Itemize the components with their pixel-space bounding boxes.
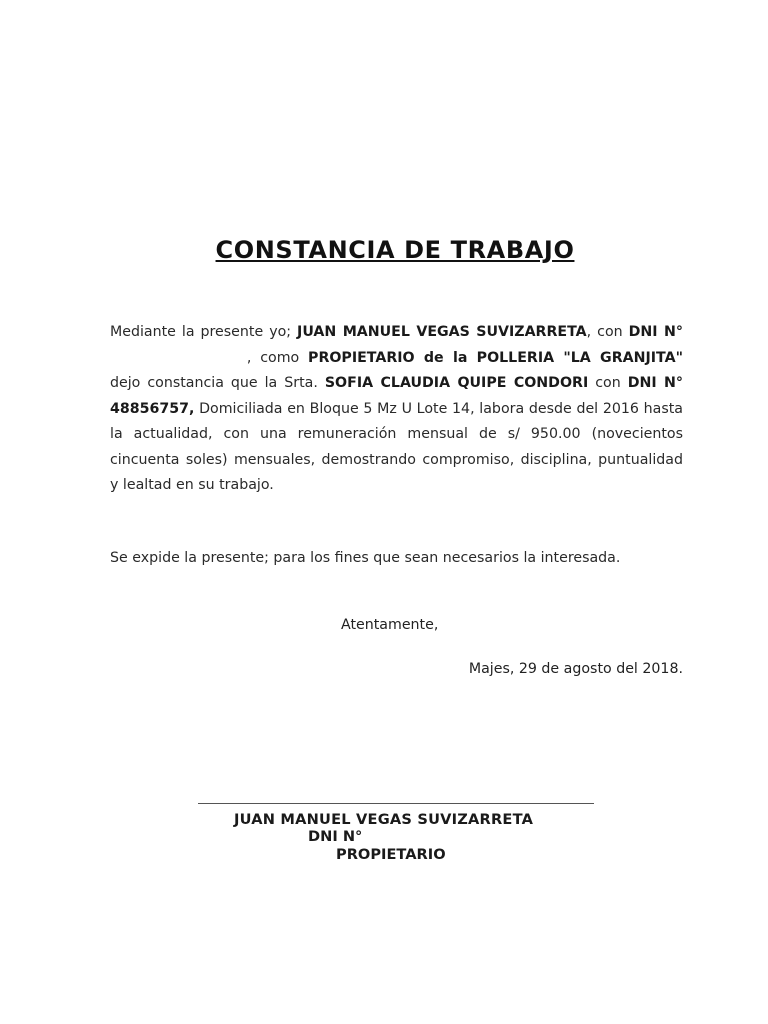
paragraph-text: , como [238, 349, 309, 366]
closing-salutation: Atentamente, [341, 617, 439, 633]
paragraph-text: Mediante la presente yo; [110, 324, 298, 340]
paragraph-text: , con [586, 324, 629, 340]
document-title: CONSTANCIA DE TRABAJO [215, 236, 575, 264]
document-date: Majes, 29 de agosto del 2018. [468, 661, 683, 677]
certificate-paragraph [110, 320, 683, 499]
owner-dni-label: DNI N° [628, 324, 683, 340]
purpose-paragraph: Se expide la presente; para los fines que sean necesarios la interesada. [110, 550, 621, 566]
paragraph-text: dejo constancia que la Srta. [110, 375, 325, 391]
owner-name: JUAN MANUEL VEGAS SUVIZARRETA [297, 324, 587, 340]
paragraph-text: con [588, 375, 628, 391]
employee-name: SOFIA CLAUDIA QUIPE CONDORI [324, 375, 589, 391]
signature-role: PROPIETARIO [336, 846, 446, 863]
owner-role: PROPIETARIO de la POLLERIA "LA GRANJITA" [308, 349, 683, 366]
signature-dni: DNI N° [308, 828, 363, 845]
paragraph-text: Domiciliada en Bloque 5 Mz U Lote 14, labora desde del 2016 hasta la actualidad, con una remuneración mensual de s/ 950.00 (novecientos cincuenta soles) mensuales, demostrando compromiso, disciplina, puntualidad y lealtad en su trabajo. [110, 400, 683, 493]
signature-name: JUAN MANUEL VEGAS SUVIZARRETA [234, 811, 534, 828]
employee-dni: DNI N° 48856757, [110, 375, 684, 417]
signature-line [198, 803, 594, 804]
